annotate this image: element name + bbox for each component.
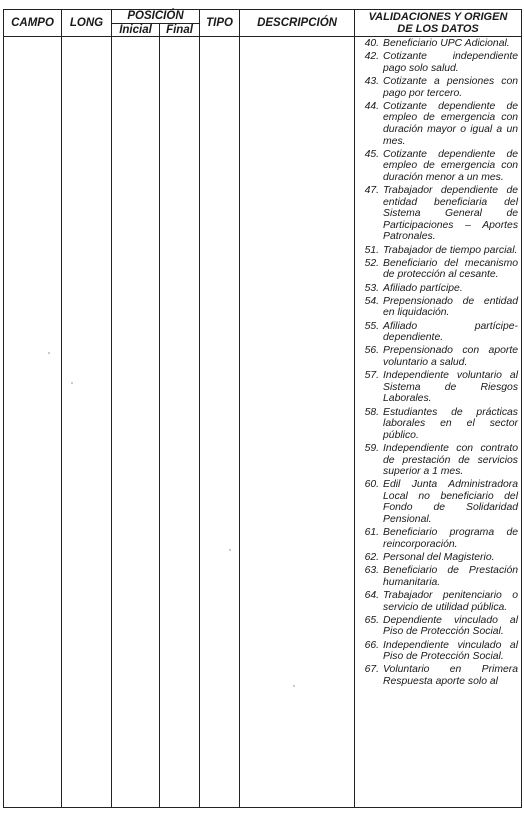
header-descripcion: DESCRIPCIÓN	[240, 10, 355, 37]
scan-speck	[48, 352, 50, 354]
item-text: Beneficiario del mecanismo de protección al cesante.	[383, 257, 519, 281]
item-text: Dependiente vinculado al Piso de Protección Social.	[383, 614, 519, 638]
item-number: 51.	[364, 244, 380, 256]
header-long: LONG	[62, 10, 112, 37]
item-text: Cotizante dependiente de empleo de emergencia con duración menor a un mes.	[383, 148, 519, 183]
list-item	[357, 664, 518, 687]
list-item	[357, 283, 518, 295]
list-item	[357, 76, 518, 99]
inicial-cell	[112, 37, 160, 808]
item-number: 43.	[364, 75, 380, 87]
item-text: Independiente con contrato de prestación de servicios superior a 1 mes.	[383, 442, 519, 478]
item-number: 63.	[364, 565, 380, 577]
item-number: 55.	[364, 320, 380, 332]
header-campo: CAMPO	[4, 10, 62, 37]
item-number: 42.	[364, 51, 380, 63]
list-item	[357, 443, 518, 478]
final-cell	[160, 37, 200, 808]
item-number: 52.	[364, 257, 380, 269]
header-tipo: TIPO	[200, 10, 240, 37]
item-text: Beneficiario UPC Adicional.	[383, 38, 510, 49]
item-text: Trabajador de tiempo parcial.	[383, 244, 518, 256]
list-item	[357, 640, 518, 663]
item-number: 57.	[364, 370, 380, 382]
item-text: Prepensionado de entidad en liquidación.	[383, 295, 519, 319]
list-item	[357, 370, 518, 405]
campo-cell	[4, 37, 62, 808]
list-item	[357, 565, 518, 588]
item-number: 64.	[364, 590, 380, 601]
item-number: 67.	[364, 664, 380, 676]
list-item	[357, 407, 518, 442]
header-inicial: Inicial	[112, 23, 160, 37]
header-final: Final	[160, 23, 200, 37]
list-item	[357, 321, 518, 344]
item-number: 56.	[364, 345, 380, 357]
item-text: Trabajador dependiente de entidad beneficiaria del Sistema General de Participaciones – Aportes Patronales.	[383, 185, 519, 243]
list-item	[357, 258, 518, 281]
list-item	[357, 552, 518, 564]
item-text: Cotizante dependiente de empleo de emergencia con duración mayor o igual a un mes.	[383, 100, 519, 147]
list-item	[357, 615, 518, 638]
scan-speck	[229, 549, 231, 551]
item-text: Beneficiario de Prestación humanitaria.	[383, 565, 519, 588]
list-item	[357, 245, 518, 257]
header-posicion: POSICIÓN	[112, 10, 200, 24]
header-validaciones: VALIDACIONES Y ORIGEN DE LOS DATOS	[355, 10, 522, 37]
item-text: Independiente vinculado al Piso de Protección Social.	[383, 639, 519, 663]
list-item	[357, 101, 518, 147]
long-cell	[62, 37, 112, 808]
list-item	[357, 590, 518, 613]
list-item	[357, 479, 518, 525]
list-item	[357, 149, 518, 184]
item-text: Voluntario en Primera Respuesta aporte solo al	[383, 664, 519, 687]
item-number: 61.	[364, 527, 380, 539]
item-number: 47.	[364, 185, 380, 197]
item-number: 44.	[364, 100, 380, 112]
list-item	[357, 51, 518, 74]
item-number: 54.	[364, 295, 380, 307]
item-text: Personal del Magisterio.	[383, 552, 495, 564]
item-number: 45.	[364, 148, 380, 160]
item-number: 59.	[364, 442, 380, 454]
item-text: Edil Junta Administradora Local no beneficiario del Fondo de Solidaridad Pensional.	[383, 479, 519, 526]
item-number: 40.	[364, 38, 380, 49]
list-item	[357, 185, 518, 243]
item-text: Prepensionado con aporte voluntario a salud.	[383, 345, 519, 368]
item-number: 66.	[364, 639, 380, 651]
descripcion-cell	[240, 37, 355, 808]
item-number: 62.	[364, 552, 380, 564]
item-number: 58.	[364, 406, 380, 418]
item-number: 65.	[364, 614, 380, 626]
item-number: 60.	[364, 479, 380, 491]
list-item	[357, 527, 518, 550]
item-text: Estudiantes de prácticas laborales en el sector público.	[383, 406, 519, 441]
item-text: Beneficiario programa de reincorporación.	[383, 527, 519, 550]
tipo-cell	[200, 37, 240, 808]
item-number: 53.	[364, 282, 380, 294]
list-item	[357, 345, 518, 368]
list-item	[357, 296, 518, 319]
item-text: Afiliado partícipe.	[383, 282, 463, 294]
scan-speck	[293, 685, 295, 687]
list-item	[357, 38, 518, 50]
document-page	[3, 9, 521, 816]
validaciones-cell	[355, 37, 522, 808]
validation-list	[355, 37, 521, 688]
item-text: Cotizante independiente pago solo salud.	[383, 51, 519, 74]
item-text: Trabajador penitenciario o servicio de utilidad pública.	[383, 590, 519, 613]
item-text: Afiliado partícipe-dependiente.	[383, 320, 519, 344]
fields-table	[3, 9, 522, 808]
item-text: Cotizante a pensiones con pago por tercero.	[383, 75, 519, 99]
scan-speck	[71, 382, 73, 384]
item-text: Independiente voluntario al Sistema de Riesgos Laborales.	[383, 370, 519, 405]
